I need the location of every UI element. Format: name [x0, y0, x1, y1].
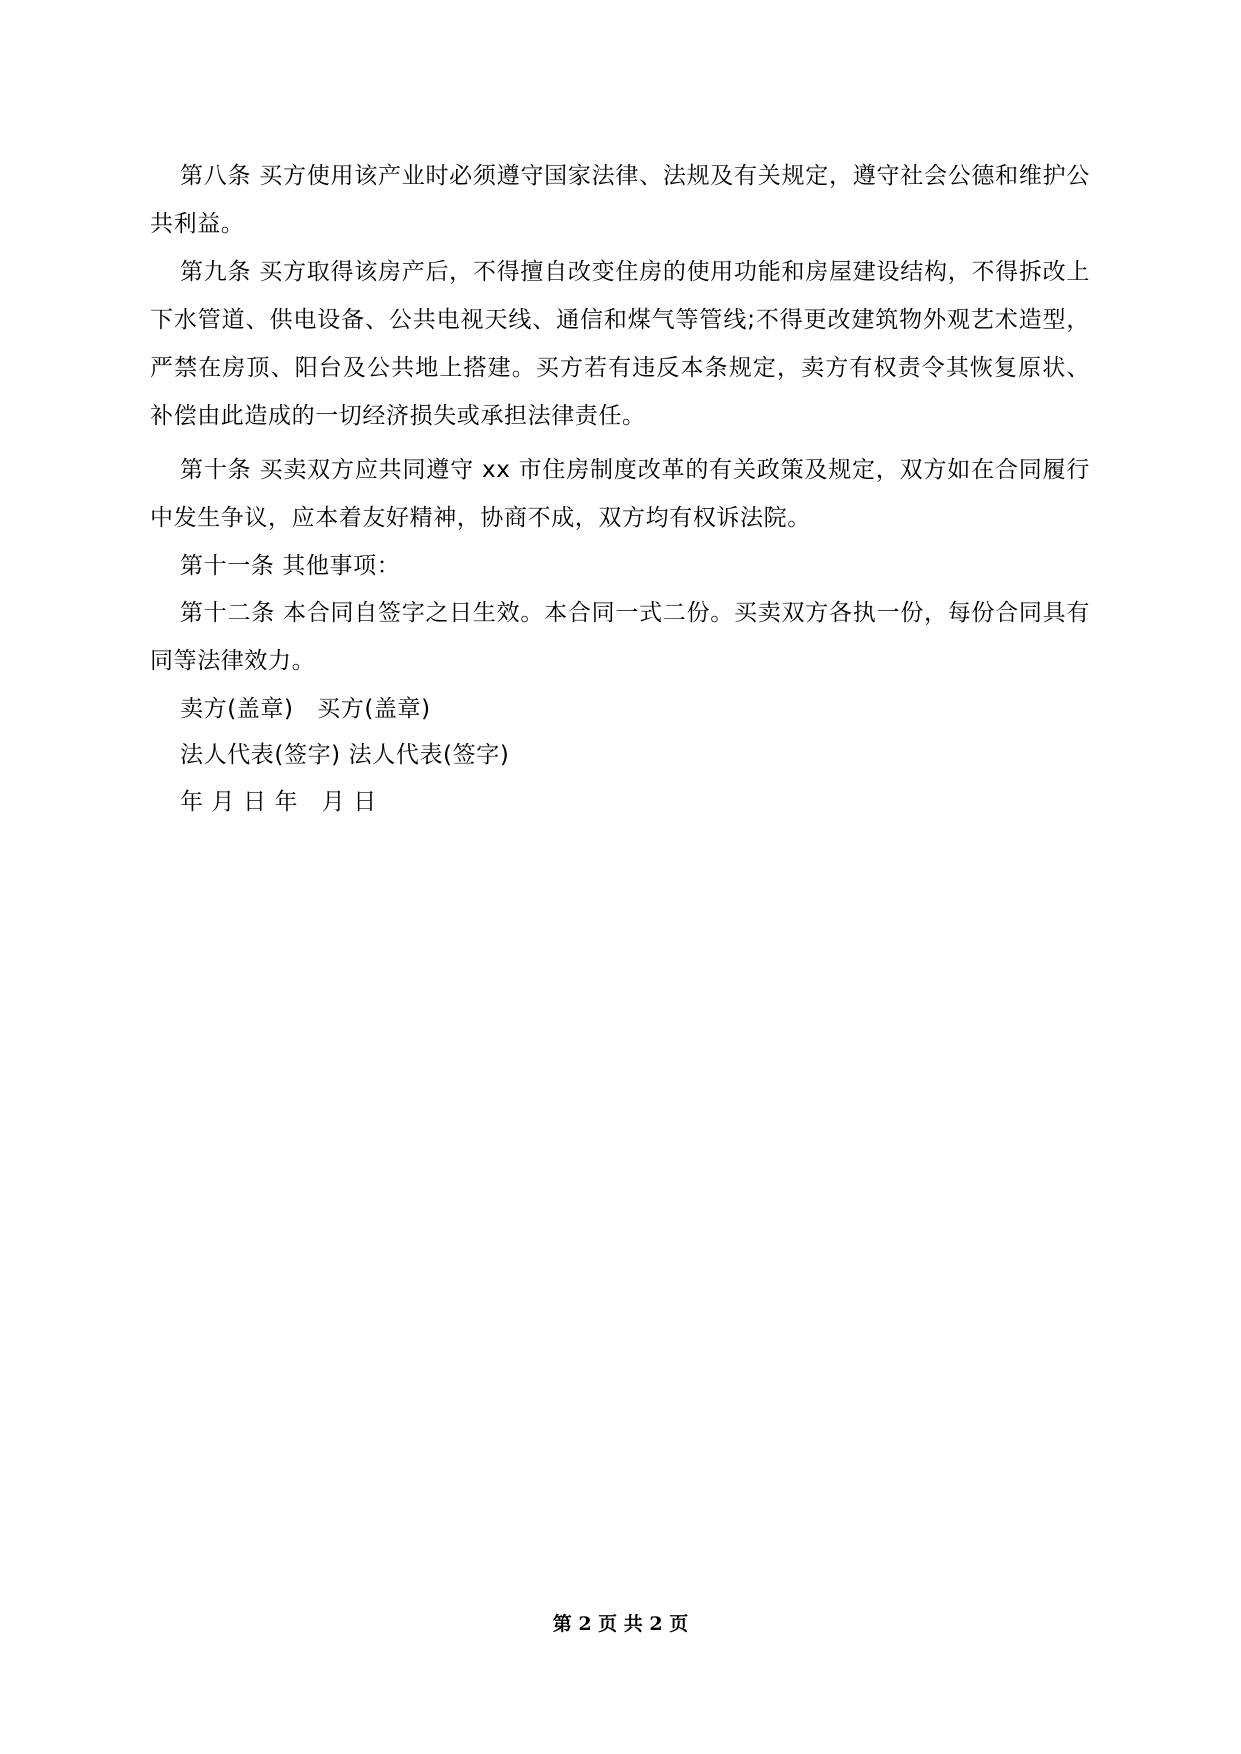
article-8-paragraph: 第八条 买方使用该产业时必须遵守国家法律、法规及有关规定，遵守社会公德和维护公共利益。: [150, 163, 1090, 237]
date-line: 年 月 日 年 月 日: [180, 789, 377, 815]
article-12-paragraph: 第十二条 本合同自签字之日生效。本合同一式二份。买卖双方各执一份，每份合同具有同等法律效力。: [150, 600, 1090, 674]
article-9-paragraph: 第九条 买方取得该房产后，不得擅自改变住房的使用功能和房屋建设结构，不得拆改上下水管道、供电设备、公共电视天线、通信和煤气等管线;不得更改建筑物外观艺术造型，严禁在房顶、阳台及公共地上搭建。买方若有违反本条规定，卖方有权责令其恢复原状、补偿由此造成的一切经济损失或承担法律责任。: [150, 259, 1090, 429]
signature-line: 法人代表(签字) 法人代表(签字): [180, 742, 510, 768]
article-10-paragraph: 第十条 买卖双方应共同遵守 xx 市住房制度改革的有关政策及规定，双方如在合同履行中发生争议，应本着友好精神，协商不成，双方均有权诉法院。: [150, 457, 1090, 531]
seal-line: 卖方(盖章) 买方(盖章): [180, 696, 431, 722]
page-footer: 第 2 页 共 2 页: [552, 1613, 689, 1635]
article-11-paragraph: 第十一条 其他事项：: [180, 553, 401, 579]
